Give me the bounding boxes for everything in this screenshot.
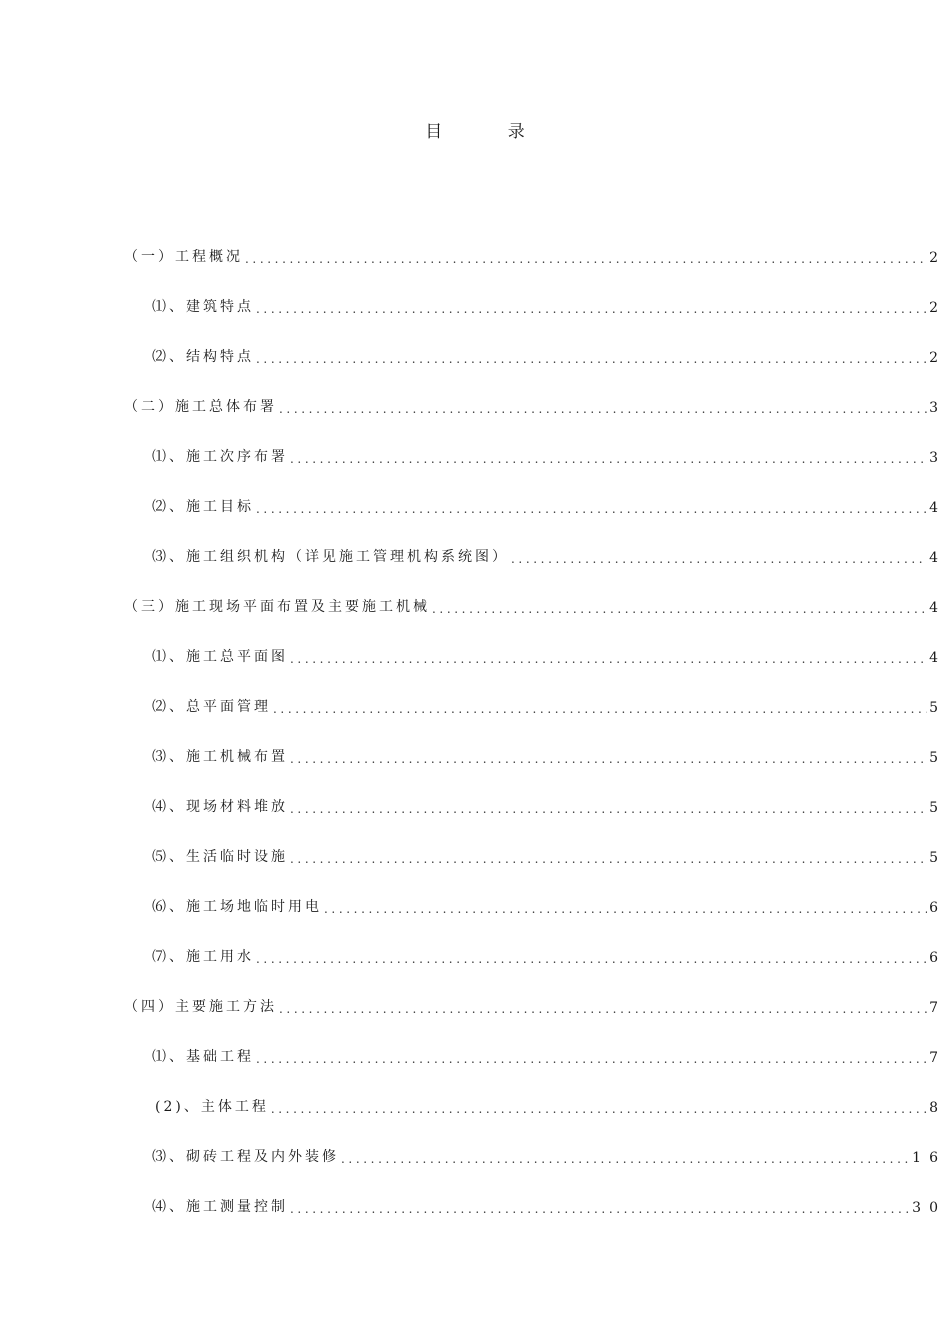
toc-page-number: 4 — [929, 600, 946, 616]
toc-entry[interactable] — [152, 646, 946, 666]
toc-entry[interactable] — [124, 996, 946, 1016]
toc-entry[interactable] — [152, 746, 946, 766]
toc-page-number: 4 — [929, 550, 946, 566]
toc-entry-label: ⑴、施工总平面图 — [152, 649, 288, 665]
toc-title: 目 录 — [425, 122, 555, 142]
toc-entry-label: (2)、主体工程 — [155, 1099, 269, 1115]
toc-entry-label: ⑺、施工用水 — [152, 949, 254, 965]
toc-dot-leader — [256, 352, 927, 366]
toc-entry[interactable] — [152, 346, 946, 366]
toc-page-number: 5 — [929, 800, 946, 816]
toc-dot-leader — [511, 552, 927, 566]
toc-dot-leader — [290, 1202, 910, 1216]
toc-page-number: 7 — [929, 1050, 946, 1066]
toc-dot-leader — [324, 902, 927, 916]
toc-entry-label: ⑵、结构特点 — [152, 349, 254, 365]
toc-entry-label: ⑶、施工组织机构（详见施工管理机构系统图） — [152, 549, 509, 565]
toc-entry[interactable] — [155, 1096, 946, 1116]
toc-entry[interactable] — [152, 1046, 946, 1066]
toc-entry-label: ⑵、施工目标 — [152, 499, 254, 515]
toc-entry[interactable] — [124, 596, 946, 616]
toc-dot-leader — [290, 852, 927, 866]
toc-page-number: 4 — [929, 650, 946, 666]
toc-entry-label: ⑶、施工机械布置 — [152, 749, 288, 765]
toc-entry-label: （三）施工现场平面布置及主要施工机械 — [124, 599, 430, 615]
toc-dot-leader — [256, 1052, 927, 1066]
toc-page-number: 5 — [929, 850, 946, 866]
toc-page-number: 7 — [929, 1000, 946, 1016]
toc-entry[interactable] — [124, 396, 946, 416]
toc-page-number: 5 — [929, 700, 946, 716]
toc-entry[interactable] — [152, 796, 946, 816]
toc-entry[interactable] — [152, 846, 946, 866]
toc-page-number: 3 — [929, 450, 946, 466]
toc-entry-label: ⑹、施工场地临时用电 — [152, 899, 322, 915]
toc-dot-leader — [256, 502, 927, 516]
toc-dot-leader — [290, 752, 927, 766]
toc-dot-leader — [256, 952, 927, 966]
toc-page-number: 4 — [929, 500, 946, 516]
toc-entry[interactable] — [152, 296, 946, 316]
toc-entry-label: （二）施工总体布署 — [124, 399, 277, 415]
toc-entry[interactable] — [152, 696, 946, 716]
toc-entry[interactable] — [124, 246, 946, 266]
toc-entry-label: （一）工程概况 — [124, 249, 243, 265]
toc-entry[interactable] — [152, 946, 946, 966]
toc-entry[interactable] — [152, 496, 946, 516]
toc-page-number: 3 — [929, 400, 946, 416]
toc-entry-label: ⑴、施工次序布署 — [152, 449, 288, 465]
toc-page-number: 6 — [929, 950, 946, 966]
toc-entry-label: ⑶、砌砖工程及内外装修 — [152, 1149, 339, 1165]
toc-page-number: 8 — [929, 1100, 946, 1116]
toc-dot-leader — [256, 302, 927, 316]
toc-entry-label: ⑷、施工测量控制 — [152, 1199, 288, 1215]
toc-entry-label: ⑸、生活临时设施 — [152, 849, 288, 865]
toc-entry-label: ⑷、现场材料堆放 — [152, 799, 288, 815]
toc-page-number: 5 — [929, 750, 946, 766]
toc-dot-leader — [279, 1002, 927, 1016]
toc-page-number: 16 — [912, 1150, 946, 1166]
toc-page-number: 2 — [929, 350, 946, 366]
toc-page-number: 30 — [912, 1200, 946, 1216]
toc-entry-label: ⑴、建筑特点 — [152, 299, 254, 315]
toc-page-number: 2 — [929, 250, 946, 266]
toc-entry[interactable] — [152, 1196, 946, 1216]
toc-dot-leader — [290, 802, 927, 816]
toc-dot-leader — [432, 602, 927, 616]
toc-dot-leader — [279, 402, 927, 416]
toc-dot-leader — [290, 452, 927, 466]
toc-dot-leader — [290, 652, 927, 666]
toc-entry-label: ⑵、总平面管理 — [152, 699, 271, 715]
toc-dot-leader — [273, 702, 927, 716]
toc-entry[interactable] — [152, 446, 946, 466]
toc-entry[interactable] — [152, 896, 946, 916]
toc-page-number: 6 — [929, 900, 946, 916]
toc-page-number: 2 — [929, 300, 946, 316]
toc-entry-label: （四）主要施工方法 — [124, 999, 277, 1015]
toc-entry[interactable] — [152, 1146, 946, 1166]
toc-dot-leader — [271, 1102, 927, 1116]
toc-dot-leader — [341, 1152, 910, 1166]
toc-entry[interactable] — [152, 546, 946, 566]
toc-entry-label: ⑴、基础工程 — [152, 1049, 254, 1065]
toc-dot-leader — [245, 252, 927, 266]
